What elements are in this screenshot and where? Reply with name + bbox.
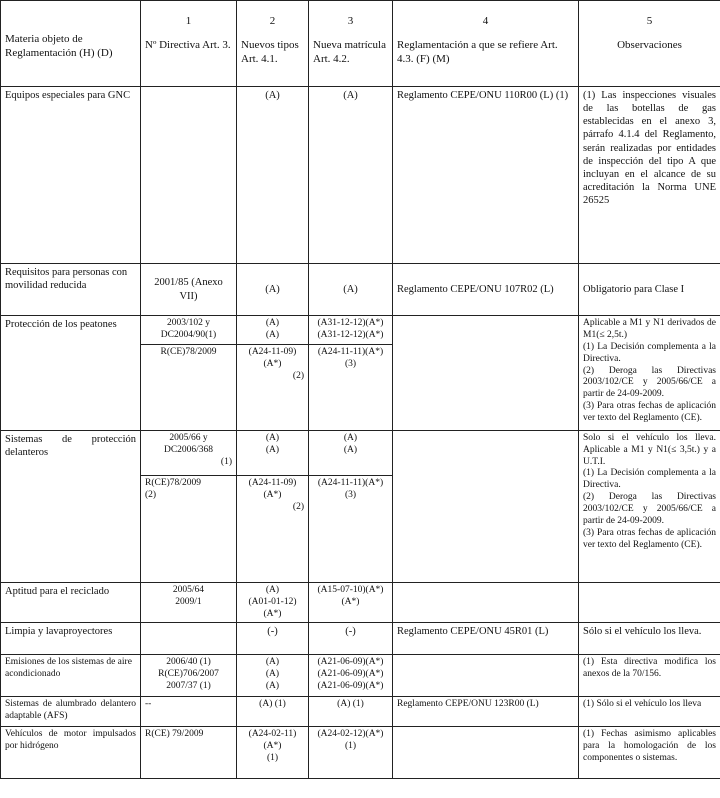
reciclado-dir1: 2005/64: [172, 584, 205, 595]
peatones-reglamento: [393, 316, 579, 431]
limpia-reglamento: Reglamento CEPE/ONU 45R01 (L): [393, 623, 579, 655]
delanteros-dir3-note: (2): [145, 489, 157, 500]
header-matricula: [309, 1, 393, 87]
delanteros-dir1: 2005/66 y: [169, 432, 208, 443]
row-reciclado: [1, 582, 720, 623]
hidrogeno-materia: Vehículos de motor impulsados por hidrógeno: [1, 727, 141, 779]
reciclado-dir2: 2009/1: [175, 596, 202, 607]
delanteros-dir2-note: (1): [220, 456, 232, 467]
hidrogeno-m1: (A24-02-12)(A*): [317, 729, 384, 740]
peatones-m3: (A24-11-11)(A*): [317, 346, 384, 357]
afs-directiva: --: [141, 697, 237, 727]
delanteros-n3: (A24-11-09)(A*): [248, 477, 297, 500]
hidrogeno-nuevos: [237, 727, 309, 779]
peatones-materia: Protección de los peatones: [1, 316, 141, 431]
header-observaciones: [579, 1, 720, 87]
hidrogeno-matricula: [309, 727, 393, 779]
column-number-3: 3: [347, 15, 354, 27]
limpia-matricula: (-): [309, 623, 393, 655]
peatones-obs1: Aplicable a M1 y N1 derivados de M1(≤ 2,5t.): [583, 318, 716, 340]
reciclado-n1: (A): [265, 584, 280, 595]
limpia-materia: Limpia y lavaproyectores: [1, 623, 141, 655]
emisiones-dir3: 2007/37 (1): [166, 681, 211, 692]
peatones-dir2: DC2004/90(1): [160, 329, 217, 340]
header-nuevos-label: Nuevos tipos Art. 4.1.: [241, 38, 299, 65]
delanteros-observaciones: [579, 430, 720, 582]
peatones-matricula-b: [309, 344, 393, 430]
gnc-observaciones: (1) Las inspecciones visuales de las botellas de gas establecidas en el anexo 3, párrafo 4.1.4 del Reglamento, serán realizadas por entidades de inspección del tipo A que incluyan en el alcance de su acreditación la Norma UNE 26525: [579, 87, 720, 264]
header-observaciones-label: Observaciones: [617, 38, 682, 51]
header-reglamentacion-label: Reglamentación a que se refiere Art. 4.3. (F) (M): [397, 38, 558, 65]
reciclado-directiva: [141, 582, 237, 623]
emisiones-reglamento: [393, 655, 579, 697]
column-number-5: 5: [646, 15, 653, 27]
limpia-directiva: [141, 623, 237, 655]
afs-matricula: (A) (1): [309, 697, 393, 727]
delanteros-m2: (A): [343, 444, 358, 455]
peatones-nuevos-a: [237, 316, 309, 345]
delanteros-m3-note: (3): [344, 489, 357, 500]
afs-nuevos: (A) (1): [237, 697, 309, 727]
peatones-nuevos-b: [237, 344, 309, 430]
reciclado-observaciones: [579, 582, 720, 623]
emisiones-observaciones: (1) Esta directiva modifica los anexos de la 70/156.: [579, 655, 720, 697]
gnc-materia: Equipos especiales para GNC: [1, 87, 141, 264]
column-number-2: 2: [269, 15, 276, 27]
peatones-n2: (A): [265, 329, 280, 340]
movilidad-directiva: 2001/85 (Anexo VII): [141, 264, 237, 316]
header-matricula-label: Nueva matrícula Art. 4.2.: [313, 38, 386, 65]
gnc-matricula: (A): [309, 87, 393, 264]
emisiones-dir2: R(CE)706/2007: [158, 669, 219, 680]
emisiones-matricula: [309, 655, 393, 697]
hidrogeno-n1-note: (1): [266, 753, 279, 764]
column-number-4: 4: [482, 15, 489, 27]
row-gnc: [1, 87, 720, 264]
reciclado-m1: (A15-07-10)(A*): [317, 584, 384, 595]
delanteros-materia: Sistemas de protección delanteros: [1, 430, 141, 582]
delanteros-n3-note: (2): [292, 501, 304, 512]
delanteros-obs1: Solo si el vehículo los lleva. Aplicable a M1 y N1(≤ 3,5t.) y a U.T.I.: [583, 432, 716, 467]
reciclado-n2: (A01-01-12)(A*): [248, 596, 297, 619]
movilidad-nuevos: (A): [237, 264, 309, 316]
movilidad-observaciones: Obligatorio para Clase I: [579, 264, 720, 316]
reciclado-m2: (A*): [341, 596, 360, 607]
emisiones-nuevos: [237, 655, 309, 697]
delanteros-n2: (A): [265, 444, 280, 455]
peatones-dir1: 2003/102 y: [166, 318, 210, 328]
gnc-directiva: [141, 87, 237, 264]
delanteros-m3: (A24-11-11)(A*): [317, 477, 384, 488]
emisiones-dir1: 2006/40 (1): [166, 657, 211, 668]
emisiones-m3: (A21-06-09)(A*): [317, 681, 384, 692]
movilidad-reglamento: Reglamento CEPE/ONU 107R02 (L): [393, 264, 579, 316]
hidrogeno-m1-note: (1): [344, 741, 357, 752]
row-emisiones: [1, 655, 720, 697]
column-number-1: 1: [185, 15, 192, 27]
movilidad-matricula: (A): [309, 264, 393, 316]
peatones-directiva-a: [141, 316, 237, 345]
limpia-nuevos: (-): [237, 623, 309, 655]
reciclado-materia: Aptitud para el reciclado: [1, 582, 141, 623]
peatones-n3-note: (2): [292, 370, 304, 381]
delanteros-n1: (A): [265, 432, 280, 443]
row-afs: [1, 697, 720, 727]
delanteros-obs4: (3) Para otras fechas de aplicación ver texto del Reglamento (CE).: [583, 527, 716, 550]
peatones-obs4: (3) Para otras fechas de aplicación ver texto del Reglamento (CE).: [583, 401, 716, 423]
delanteros-nuevos-a: [237, 430, 309, 475]
header-materia: [1, 1, 141, 87]
header-reglamentacion: [393, 1, 579, 87]
emisiones-n1: (A): [265, 657, 280, 668]
peatones-dir3: R(CE)78/2009: [141, 344, 237, 430]
hidrogeno-reglamento: [393, 727, 579, 779]
row-limpia: [1, 623, 720, 655]
afs-materia: Sistemas de alumbrado delantero adaptable (AFS): [1, 697, 141, 727]
peatones-n3: (A24-11-09)(A*): [248, 346, 297, 369]
peatones-obs3: (2) Deroga las Directivas 2003/102/CE y 2005/66/CE a partir de 24-09-2009.: [583, 365, 716, 400]
row-peatones-a: [1, 316, 720, 345]
delanteros-m1: (A): [343, 432, 358, 443]
emisiones-n3: (A): [265, 681, 280, 692]
afs-observaciones: (1) Sólo si el vehículo los lleva: [579, 697, 720, 727]
hidrogeno-observaciones: (1) Fechas asimismo aplicables para la homologación de los componentes o sistemas.: [579, 727, 720, 779]
delanteros-matricula-b: [309, 475, 393, 582]
header-directiva: [141, 1, 237, 87]
emisiones-m2: (A21-06-09)(A*): [317, 669, 384, 680]
delanteros-obs3: (2) Deroga las Directivas 2003/102/CE y 2005/66/CE a partir de 24-09-2009.: [583, 492, 716, 526]
reciclado-reglamento: [393, 582, 579, 623]
row-hidrogeno: [1, 727, 720, 779]
hidrogeno-n1: (A24-02-11)(A*): [248, 729, 297, 752]
emisiones-materia: Emisiones de los sistemas de aire acondicionado: [1, 655, 141, 697]
afs-reglamento: Reglamento CEPE/ONU 123R00 (L): [393, 697, 579, 727]
hidrogeno-directiva: R(CE) 79/2009: [141, 727, 237, 779]
emisiones-m1: (A21-06-09)(A*): [317, 657, 384, 668]
peatones-matricula-a: [309, 316, 393, 345]
delanteros-dir2: DC2006/368: [163, 444, 214, 455]
emisiones-directiva: [141, 655, 237, 697]
reciclado-matricula: [309, 582, 393, 623]
gnc-nuevos: (A): [237, 87, 309, 264]
row-movilidad: [1, 264, 720, 316]
row-delanteros-a: [1, 430, 720, 475]
header-nuevos: [237, 1, 309, 87]
delanteros-directiva-b: [141, 475, 237, 582]
peatones-m2: (A31-12-12)(A*): [317, 329, 384, 340]
header-materia-label: Materia objeto de Reglamentación (H) (D): [5, 32, 113, 59]
emisiones-n2: (A): [265, 669, 280, 680]
peatones-n1: (A): [265, 318, 280, 328]
delanteros-dir3: R(CE)78/2009: [145, 477, 201, 488]
peatones-m3-note: (3): [344, 358, 357, 369]
peatones-obs2: (1) La Decisión complementa a la Directiva.: [583, 341, 716, 364]
delanteros-obs2: (1) La Decisión complementa a la Directiva.: [583, 468, 716, 491]
delanteros-matricula-a: [309, 430, 393, 475]
movilidad-materia: Requisitos para personas con movilidad reducida: [1, 264, 141, 316]
peatones-observaciones: [579, 316, 720, 431]
reciclado-nuevos: [237, 582, 309, 623]
delanteros-reglamento: [393, 430, 579, 582]
header-row: [1, 1, 720, 87]
peatones-m1: (A31-12-12)(A*): [317, 318, 384, 328]
delanteros-directiva-a: [141, 430, 237, 475]
gnc-reglamento: Reglamento CEPE/ONU 110R00 (L) (1): [393, 87, 579, 264]
limpia-observaciones: Sólo si el vehículo los lleva.: [579, 623, 720, 655]
delanteros-nuevos-b: [237, 475, 309, 582]
header-directiva-label: Nº Directiva Art. 3.: [145, 38, 231, 51]
